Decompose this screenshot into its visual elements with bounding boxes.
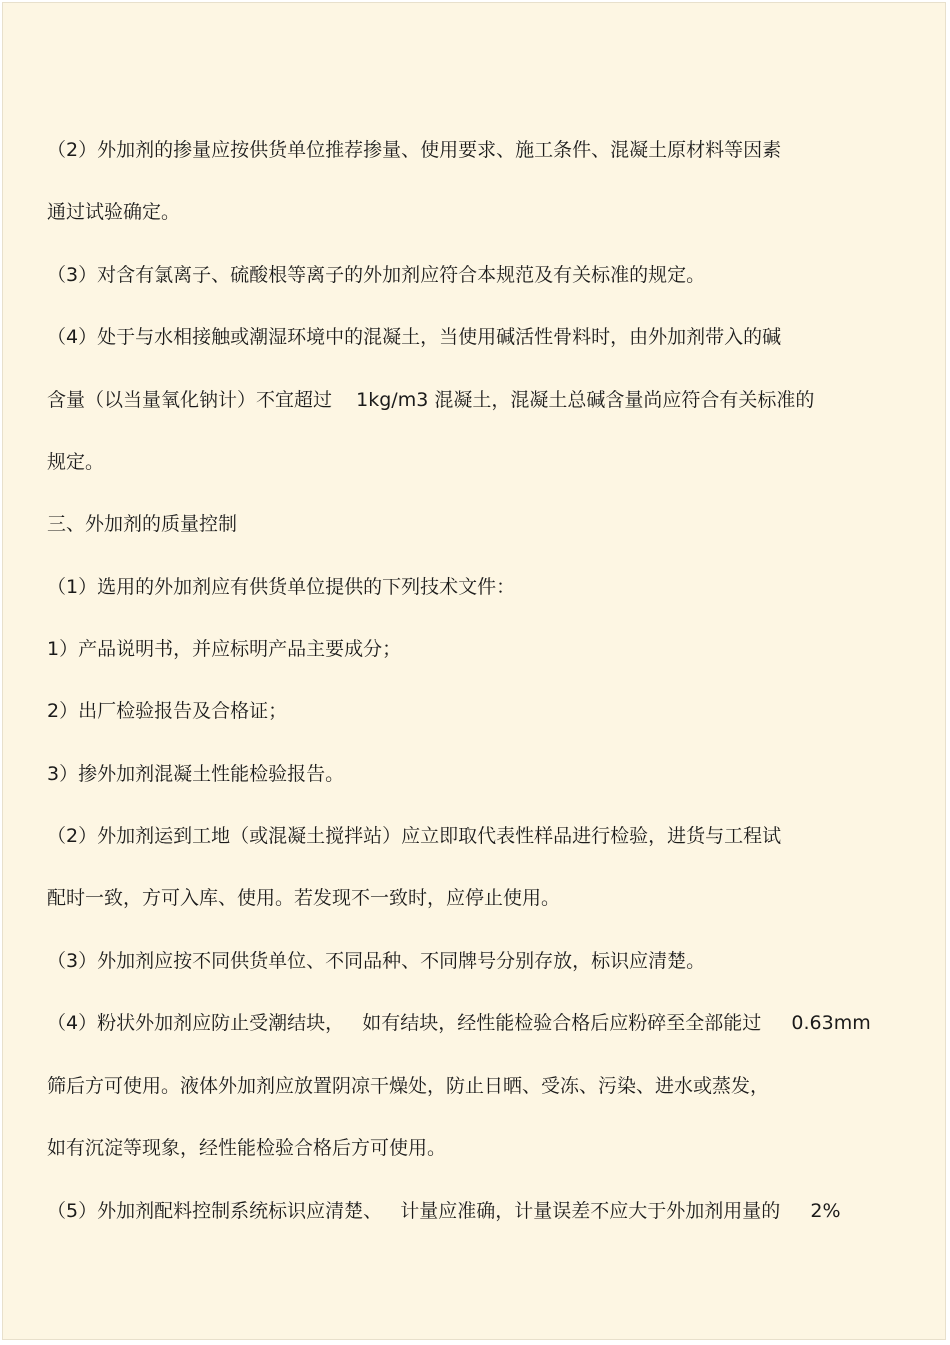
paragraph-line: （3）外加剂应按不同供货单位、不同品种、不同牌号分别存放，标识应清楚。 [47,950,706,972]
list-item: 3）掺外加剂混凝土性能检验报告。 [47,763,345,785]
list-item: 1）产品说明书，并应标明产品主要成分； [47,638,402,660]
paragraph-line: （2）外加剂的掺量应按供货单位推荐掺量、使用要求、施工条件、混凝土原材料等因素 [47,139,782,161]
document-page [2,2,946,1340]
paragraph-line: 通过试验确定。 [47,201,181,223]
paragraph-line: （1）选用的外加剂应有供货单位提供的下列技术文件： [47,576,516,598]
paragraph-line: （5）外加剂配料控制系统标识应清楚、 计量应准确，计量误差不应大于外加剂用量的 2% [47,1200,841,1222]
paragraph-line: 含量（以当量氧化钠计）不宜超过 1kg/m3 混凝土，混凝土总碱含量尚应符合有关标准的 [47,389,815,411]
paragraph-line: 筛后方可使用。液体外加剂应放置阴凉干燥处，防止日晒、受冻、污染、进水或蒸发， [47,1075,770,1097]
paragraph-line: 规定。 [47,451,105,473]
section-heading: 三、外加剂的质量控制 [47,513,238,535]
paragraph-line: （3）对含有氯离子、硫酸根等离子的外加剂应符合本规范及有关标准的规定。 [47,264,706,286]
paragraph-line: （4）处于与水相接触或潮湿环境中的混凝土，当使用碱活性骨料时，由外加剂带入的碱 [47,326,782,348]
paragraph-line: （4）粉状外加剂应防止受潮结块， 如有结块，经性能检验合格后应粉碎至全部能过 0.63mm [47,1012,871,1034]
paragraph-line: 配时一致，方可入库、使用。若发现不一致时，应停止使用。 [47,887,561,909]
list-item: 2）出厂检验报告及合格证； [47,700,288,722]
paragraph-line: （2）外加剂运到工地（或混凝土搅拌站）应立即取代表性样品进行检验，进货与工程试 [47,825,782,847]
paragraph-line: 如有沉淀等现象，经性能检验合格后方可使用。 [47,1137,447,1159]
